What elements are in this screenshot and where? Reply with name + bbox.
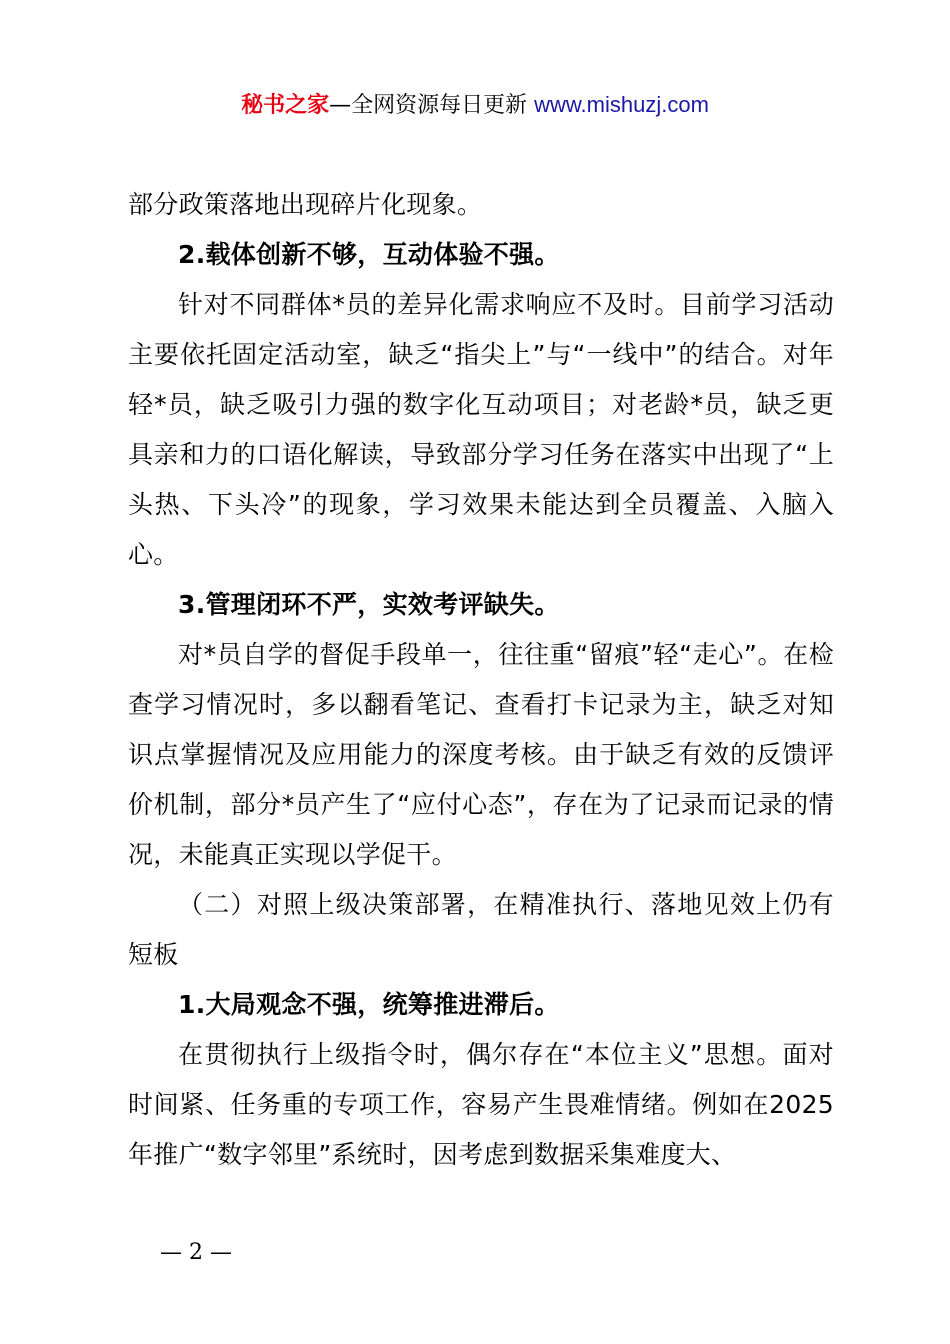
site-brand: 秘书之家 [241, 93, 330, 118]
page-number: — 2 — [160, 1240, 232, 1265]
paragraph-body: 在贯彻执行上级指令时，偶尔存在“本位主义”思想。面对时间紧、任务重的专项工作，容易产生畏难情绪。例如在2025年推广“数字邻里”系统时，因考虑到数据采集难度大、 [128, 1040, 834, 1169]
section-heading-1: 1.大局观念不强，统筹推进滞后。 [178, 990, 560, 1019]
site-url-link[interactable]: www.mishuzj.com [534, 92, 709, 117]
section-heading-3: 3.管理闭环不严，实效考评缺失。 [178, 590, 560, 619]
paragraph-body: 针对不同群体*员的差异化需求响应不及时。目前学习活动主要依托固定活动室，缺乏“指尖上”与“一线中”的结合。对年轻*员，缺乏吸引力强的数字化互动项目；对老龄*员，缺乏更具亲和力的口语化解读，导致部分学习任务在落实中出现了“上头热、下头冷”的现象，学习效果未能达到全员覆盖、入脑入心。 [128, 290, 834, 569]
page-header [0, 88, 950, 123]
paragraph-body: 对*员自学的督促手段单一，往往重“留痕”轻“走心”。在检查学习情况时，多以翻看笔记、查看打卡记录为主，缺乏对知识点掌握情况及应用能力的深度考核。由于缺乏有效的反馈评价机制，部分*员产生了“应付心态”，存在为了记录而记录的情况，未能真正实现以学促干。 [128, 640, 834, 869]
paragraph-continuation: 部分政策落地出现碎片化现象。 [128, 190, 483, 219]
document-body [128, 180, 834, 1180]
site-tagline: —全网资源每日更新 [329, 93, 528, 118]
subsection-heading: （二）对照上级决策部署，在精准执行、落地见效上仍有短板 [128, 890, 834, 969]
section-heading-2: 2.载体创新不够，互动体验不强。 [178, 240, 560, 269]
